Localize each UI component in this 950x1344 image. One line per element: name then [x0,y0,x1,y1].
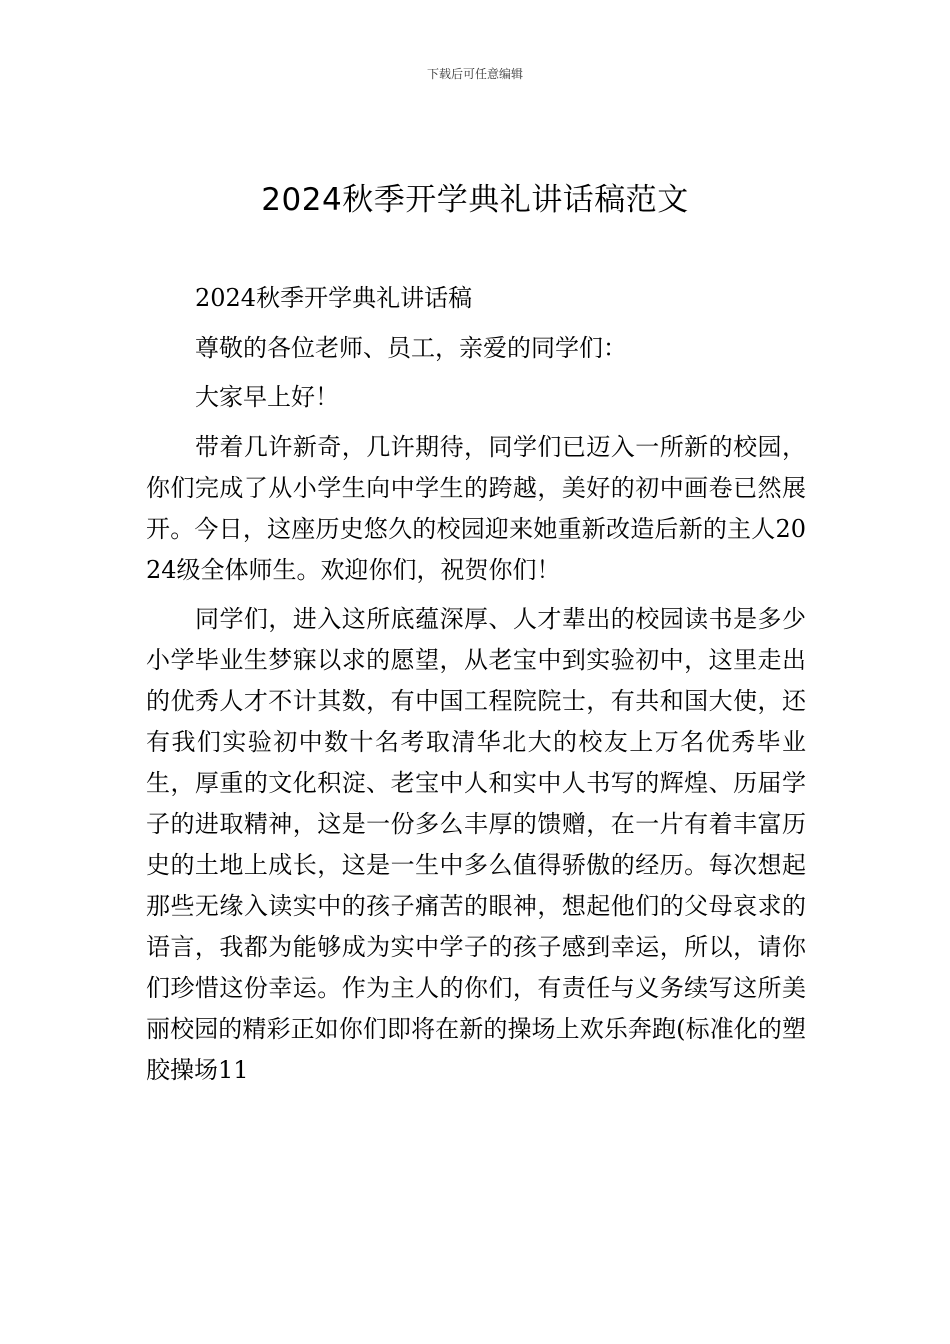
salutation: 尊敬的各位老师、员工，亲爱的同学们： [195,333,627,362]
paragraph-welcome: 带着几许新奇，几许期待，同学们已迈入一所新的校园，你们完成了从小学生向中学生的跨越，美好的初中画卷已然展开。今日，这座历史悠久的校园迎来她重新改造后新的主人2024级全体师生。欢迎你们，祝贺你们！ [146,432,806,584]
greeting: 大家早上好！ [195,383,339,412]
speech-heading: 2024秋季开学典礼讲话稿 [195,284,473,312]
document-title: 2024秋季开学典礼讲话稿范文 [261,182,689,218]
paragraph-school-history: 同学们，进入这所底蕴深厚、人才辈出的校园读书是多少小学毕业生梦寐以求的愿望，从老宝中到实验初中，这里走出的优秀人才不计其数，有中国工程院院士，有共和国大使，还有我们实验初中数十名考取清华北大的校友上万名优秀毕业生，厚重的文化积淀、老宝中人和实中人书写的辉煌、历届学子的进取精神，这是一份多么丰厚的馈赠，在一片有着丰富历史的土地上成长，这是一生中多么值得骄傲的经历。每次想起那些无缘入读实中的孩子痛苦的眼神，想起他们的父母哀求的语言，我都为能够成为实中学子的孩子感到幸运，所以，请你们珍惜这份幸运。作为主人的你们，有责任与义务续写这所美丽校园的精彩正如你们即将在新的操场上欢乐奔跑(标准化的塑胶操场11 [146,605,806,1085]
document-body [146,278,806,1091]
header-note: 下载后可任意编辑 [426,67,523,81]
